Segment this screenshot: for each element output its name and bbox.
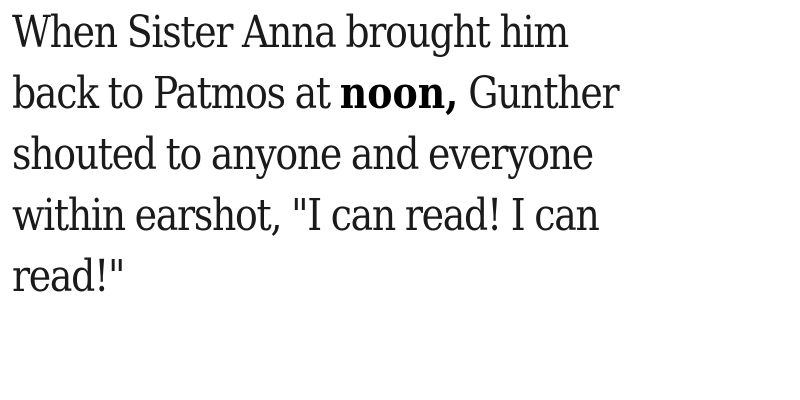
passage-line-1: When Sister Anna brought him	[12, 7, 568, 58]
passage-line-2-start: back to Patmos at	[12, 68, 340, 119]
passage-line-4: within earshot, "I can read! I can	[12, 190, 599, 241]
emphasized-word: noon,	[339, 68, 459, 119]
passage-line-2	[12, 63, 679, 124]
passage-line-3: shouted to anyone and everyone	[12, 129, 593, 180]
passage-line-5: read!"	[12, 251, 125, 302]
passage-line-2-end: Gunther	[458, 68, 619, 119]
passage-text	[12, 2, 679, 307]
